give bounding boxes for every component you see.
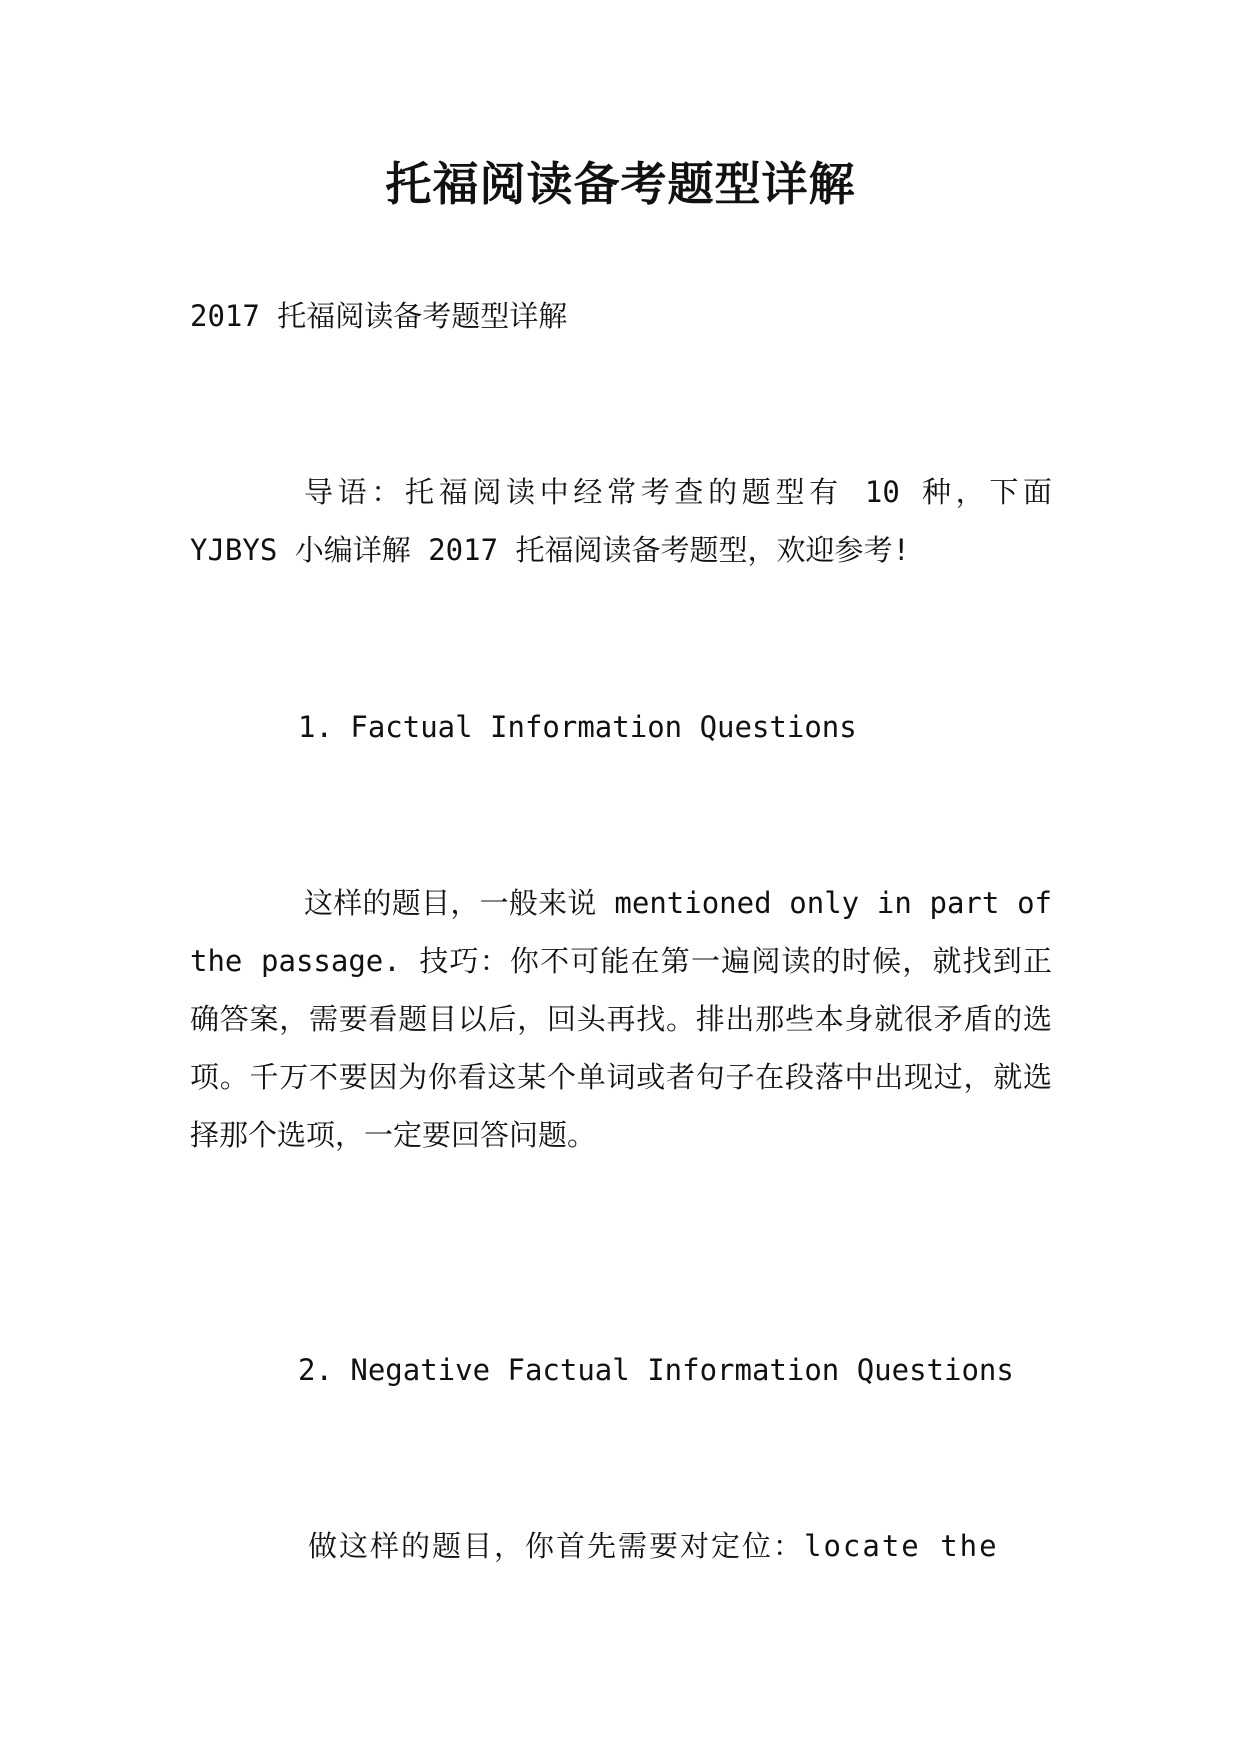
document-title: 托福阅读备考题型详解: [385, 157, 856, 211]
section-heading: 2. Negative Factual Information Questions: [298, 1353, 1014, 1387]
section-body: 做这样的题目，你首先需要对定位：locate the: [308, 1529, 999, 1563]
intro-paragraph: 导语：托福阅读中经常考查的题型有 10 种，下面 YJBYS 小编详解 2017 托福阅读备考题型，欢迎参考!: [190, 475, 1052, 567]
document-subtitle: 2017 托福阅读备考题型详解: [190, 299, 568, 333]
section-body: 这样的题目，一般来说 mentioned only in part of the passage. 技巧：你不可能在第一遍阅读的时候，就找到正确答案，需要看题目以后，回头再找。排出那些本身就很矛盾的选项。千万不要因为你看这某个单词或者句子在段落中出现过，就选择那个选项，一定要回答问题。: [190, 886, 1052, 1152]
section-heading: 1. Factual Information Questions: [298, 710, 857, 744]
